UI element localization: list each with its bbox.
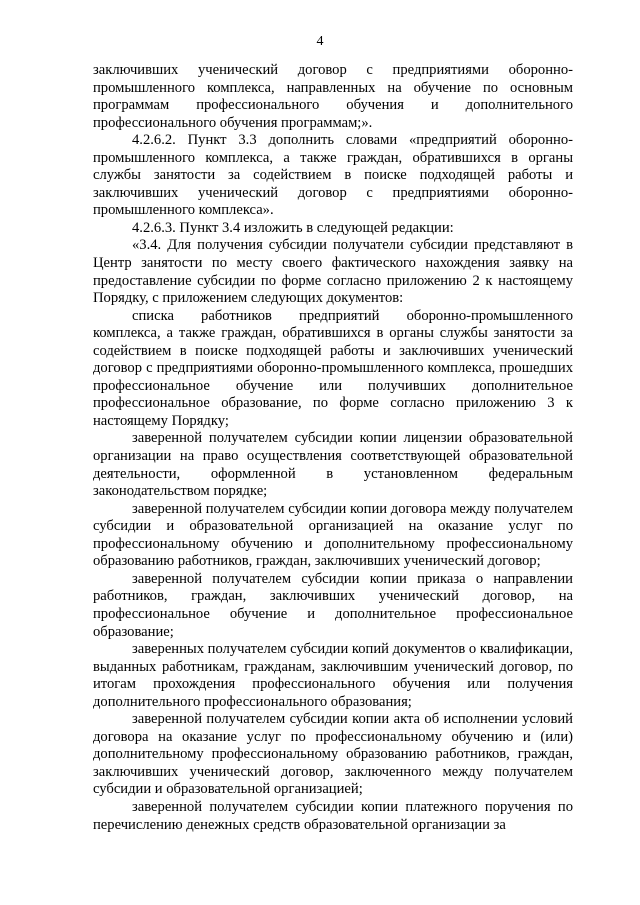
list-item-contract-copy: заверенной получателем субсидии копии договора между получателем субсидии и образовательной организацией на оказание услуг по профессиональному обучению и дополнительному профессиональному образованию работников, граждан, заключивших ученический договор; [93,500,573,570]
list-item-order-copy: заверенной получателем субсидии копии приказа о направлении работников, граждан, заключивших ученический договор, на профессиональное обучение и дополнительное профессиональное образование; [93,570,573,640]
paragraph-4-2-6-3: 4.2.6.3. Пункт 3.4 изложить в следующей редакции: [132,219,454,236]
list-item-license-copy: заверенной получателем субсидии копии лицензии образовательной организации на право осуществления соответствующей образовательной деятельности, оформленной в установленном федеральным законодательством порядке; [93,430,573,500]
list-item-acceptance-act-copy: заверенной получателем субсидии копии акта об исполнении условий договора на оказание услуг по профессиональному обучению и (или) дополнительному профессиональному образованию работников, граждан, заключивших ученический договор, заключенного между получателем субсидии и образовательной организацией; [93,711,573,798]
paragraph-continuation: заключивших ученический договор с предприятиями оборонно-промышленного комплекса, направленных на обучение по основным программам профессионального обучения и дополнительного профессионального обучения программам;». [93,62,573,131]
paragraph-4-2-6-2: 4.2.6.2. Пункт 3.3 дополнить словами «предприятий оборонно-промышленного комплекса, а также граждан, обратившихся в органы службы занятости за содействием в поиске подходящей работы и заключивших ученический договор с предприятиями оборонно-промышленного комплекса». [93,132,573,219]
list-item-employee-list: списка работников предприятий оборонно-промышленного комплекса, а также граждан, обратившихся в органы службы занятости за содействием в поиске подходящей работы и заключивших ученический договор с предприятиями оборонно-промышленного комплекса, прошедших профессиональное обучение или получивших дополнительное профессиональное образование, по форме согласно приложению 3 к настоящему Порядку; [93,307,573,429]
document-body [93,62,573,834]
page-number: 4 [316,34,324,49]
list-item-payment-order-copy: заверенной получателем субсидии копии платежного поручения по перечислению денежных средств образовательной организации за [93,798,573,833]
paragraph-3-4: «3.4. Для получения субсидии получатели субсидии представляют в Центр занятости по месту своего фактического нахождения заявку на предоставление субсидии по форме согласно приложению 2 к настоящему Порядку, с приложением следующих документов: [93,237,573,307]
list-item-qualification-copies: заверенных получателем субсидии копий документов о квалификации, выданных работникам, гражданам, заключившим ученический договор, по итогам прохождения профессионального обучения или получения дополнительного профессионального образования; [93,641,573,710]
